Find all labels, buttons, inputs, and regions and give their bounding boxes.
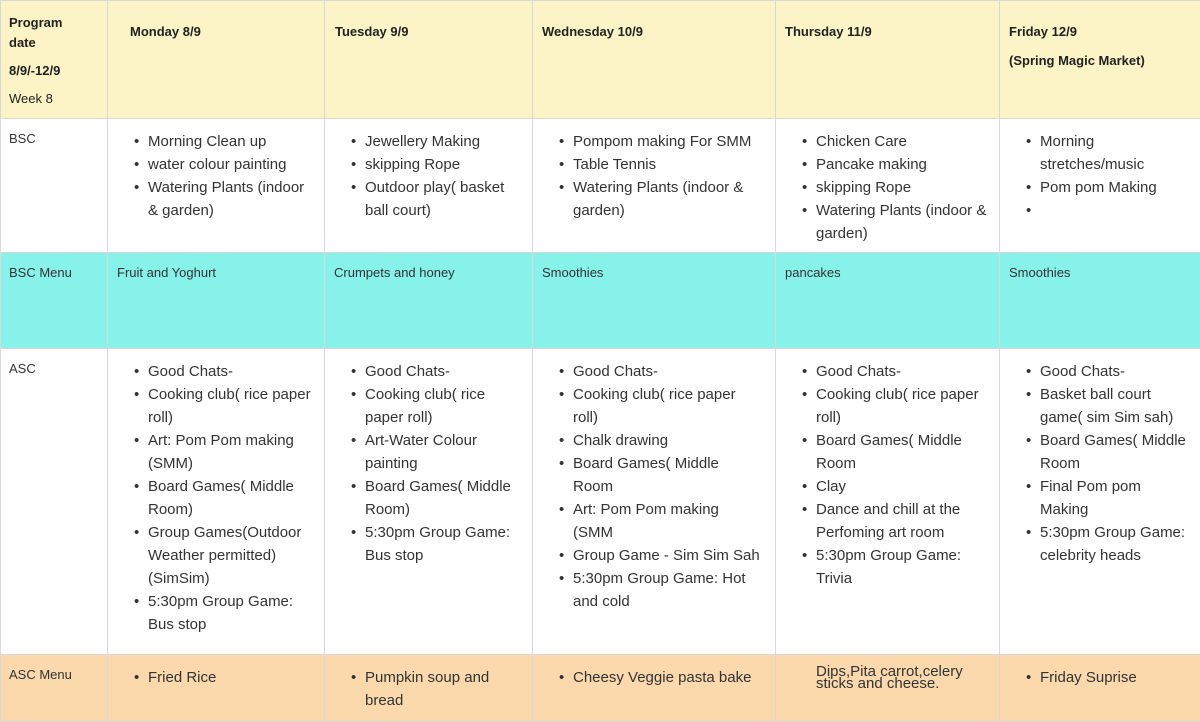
asc-wednesday <box>533 349 776 655</box>
activity-item: • Board Games( Middle Room) <box>365 475 520 521</box>
bsc-menu-tuesday: Crumpets and honey <box>325 253 532 280</box>
day-name: Thursday 11/9 <box>785 24 872 39</box>
activity-item: • Morning stretches/music <box>1040 130 1188 176</box>
activity-item: • Watering Plants (indoor & garden) <box>148 176 312 222</box>
activity-item: • water colour painting <box>148 153 312 176</box>
bsc-menu-monday: Fruit and Yoghurt <box>108 253 324 280</box>
activity-item: • Board Games( Middle Room <box>573 452 763 498</box>
program-date-cell <box>1 1 108 119</box>
row-label-bsc-menu: BSC Menu <box>1 253 107 280</box>
activity-item: • Pancake making <box>816 153 987 176</box>
activity-item: • 5:30pm Group Game: celebrity heads <box>1040 521 1188 567</box>
program-label: Program <box>9 13 107 33</box>
bsc-row <box>1 119 1200 253</box>
asc-menu-friday-list <box>1000 655 1200 689</box>
asc-menu-thursday: Dips,Pita carrot,celery sticks and cheese. <box>776 655 999 690</box>
asc-friday <box>1000 349 1200 655</box>
activity-item: • Art: Pom Pom making (SMM <box>573 498 763 544</box>
bsc-menu-friday: Smoothies <box>1000 253 1200 280</box>
date-label: date <box>9 33 107 53</box>
asc-menu-row <box>1 655 1200 722</box>
asc-menu-tuesday-list <box>325 655 532 712</box>
activity-item: • Good Chats- <box>1040 360 1188 383</box>
bsc-monday <box>108 119 325 253</box>
asc-menu-monday: • Fried Rice <box>148 666 312 689</box>
bsc-thursday <box>776 119 1000 253</box>
day-name: Wednesday 10/9 <box>542 24 643 39</box>
asc-menu-wednesday: • Cheesy Veggie pasta bake <box>573 666 763 689</box>
activity-list <box>776 119 999 245</box>
asc-menu-wednesday-list <box>533 655 775 689</box>
asc-menu-tuesday: • Pumpkin soup and bread <box>365 666 520 712</box>
activity-item: • skipping Rope <box>816 176 987 199</box>
row-label-bsc: BSC <box>1 119 107 146</box>
row-label-asc: ASC <box>1 349 107 376</box>
activity-item: • Board Games( Middle Room <box>816 429 987 475</box>
day-subtitle: (Spring Magic Market) <box>1009 46 1200 75</box>
day-name: Friday 12/9 <box>1009 17 1200 46</box>
activity-item: • Cooking club( rice paper roll) <box>365 383 520 429</box>
activity-list <box>108 119 324 222</box>
activity-list <box>533 349 775 613</box>
activity-item: • Group Game - Sim Sim Sah <box>573 544 763 567</box>
day-header-wednesday <box>533 1 776 119</box>
activity-list <box>325 349 532 567</box>
header-row <box>1 1 1200 119</box>
bsc-menu-thursday: pancakes <box>776 253 999 280</box>
activity-item: • Jewellery Making <box>365 130 520 153</box>
asc-menu-monday-list <box>108 655 324 689</box>
asc-thursday <box>776 349 1000 655</box>
bsc-menu-row <box>1 253 1200 349</box>
activity-item: • Dance and chill at the Perfoming art room <box>816 498 987 544</box>
activity-item: • Good Chats- <box>573 360 763 383</box>
activity-item: • Table Tennis <box>573 153 763 176</box>
activity-item: • 5:30pm Group Game: Bus stop <box>365 521 520 567</box>
activity-item: • Art-Water Colour painting <box>365 429 520 475</box>
bsc-friday <box>1000 119 1200 253</box>
activity-item: • Art: Pom Pom making (SMM) <box>148 429 312 475</box>
activity-list <box>1000 119 1200 199</box>
activity-item: • Watering Plants (indoor & garden) <box>816 199 987 245</box>
activity-list <box>325 119 532 222</box>
bsc-menu-wednesday: Smoothies <box>533 253 775 280</box>
activity-list <box>533 119 775 222</box>
activity-item: • Basket ball court game( sim Sim sah) <box>1040 383 1188 429</box>
activity-item: • skipping Rope <box>365 153 520 176</box>
activity-item: • Outdoor play( basket ball court) <box>365 176 520 222</box>
row-label-asc-menu: ASC Menu <box>1 655 107 682</box>
day-header-monday <box>108 1 325 119</box>
bsc-tuesday <box>325 119 533 253</box>
activity-item: • Chalk drawing <box>573 429 763 452</box>
day-name: Tuesday 9/9 <box>335 24 408 39</box>
activity-item: • Cooking club( rice paper roll) <box>148 383 312 429</box>
activity-item: • Good Chats- <box>148 360 312 383</box>
day-header-friday <box>1000 1 1200 119</box>
activity-item: • Watering Plants (indoor & garden) <box>573 176 763 222</box>
activity-list <box>108 349 324 636</box>
activity-item: • Board Games( Middle Room) <box>148 475 312 521</box>
activity-item: • 5:30pm Group Game: Trivia <box>816 544 987 590</box>
asc-menu-friday: • Friday Suprise <box>1040 666 1188 689</box>
activity-list <box>776 349 999 590</box>
activity-item: • Clay <box>816 475 987 498</box>
activity-item: • Pom pom Making <box>1040 176 1188 199</box>
activity-item: • 5:30pm Group Game: Bus stop <box>148 590 312 636</box>
activity-item: • Morning Clean up <box>148 130 312 153</box>
activity-list <box>1000 349 1200 567</box>
day-header-tuesday <box>325 1 533 119</box>
activity-item: • Cooking club( rice paper roll) <box>573 383 763 429</box>
activity-item: • Board Games( Middle Room <box>1040 429 1188 475</box>
day-header-thursday <box>776 1 1000 119</box>
activity-item: • Group Games(Outdoor Weather permitted)(SimSim) <box>148 521 312 590</box>
activity-item: • Good Chats- <box>365 360 520 383</box>
asc-monday <box>108 349 325 655</box>
activity-item: • Chicken Care <box>816 130 987 153</box>
asc-row <box>1 349 1200 655</box>
day-name: Monday 8/9 <box>130 24 201 39</box>
activity-item: • Final Pom pom Making <box>1040 475 1188 521</box>
activity-item: • Good Chats- <box>816 360 987 383</box>
bsc-wednesday <box>533 119 776 253</box>
activity-item: • 5:30pm Group Game: Hot and cold <box>573 567 763 613</box>
activity-item: • Pompom making For SMM <box>573 130 763 153</box>
date-range: 8/9/-12/9 <box>9 61 107 81</box>
activity-item: • Cooking club( rice paper roll) <box>816 383 987 429</box>
week-label: Week 8 <box>9 89 107 109</box>
asc-tuesday <box>325 349 533 655</box>
